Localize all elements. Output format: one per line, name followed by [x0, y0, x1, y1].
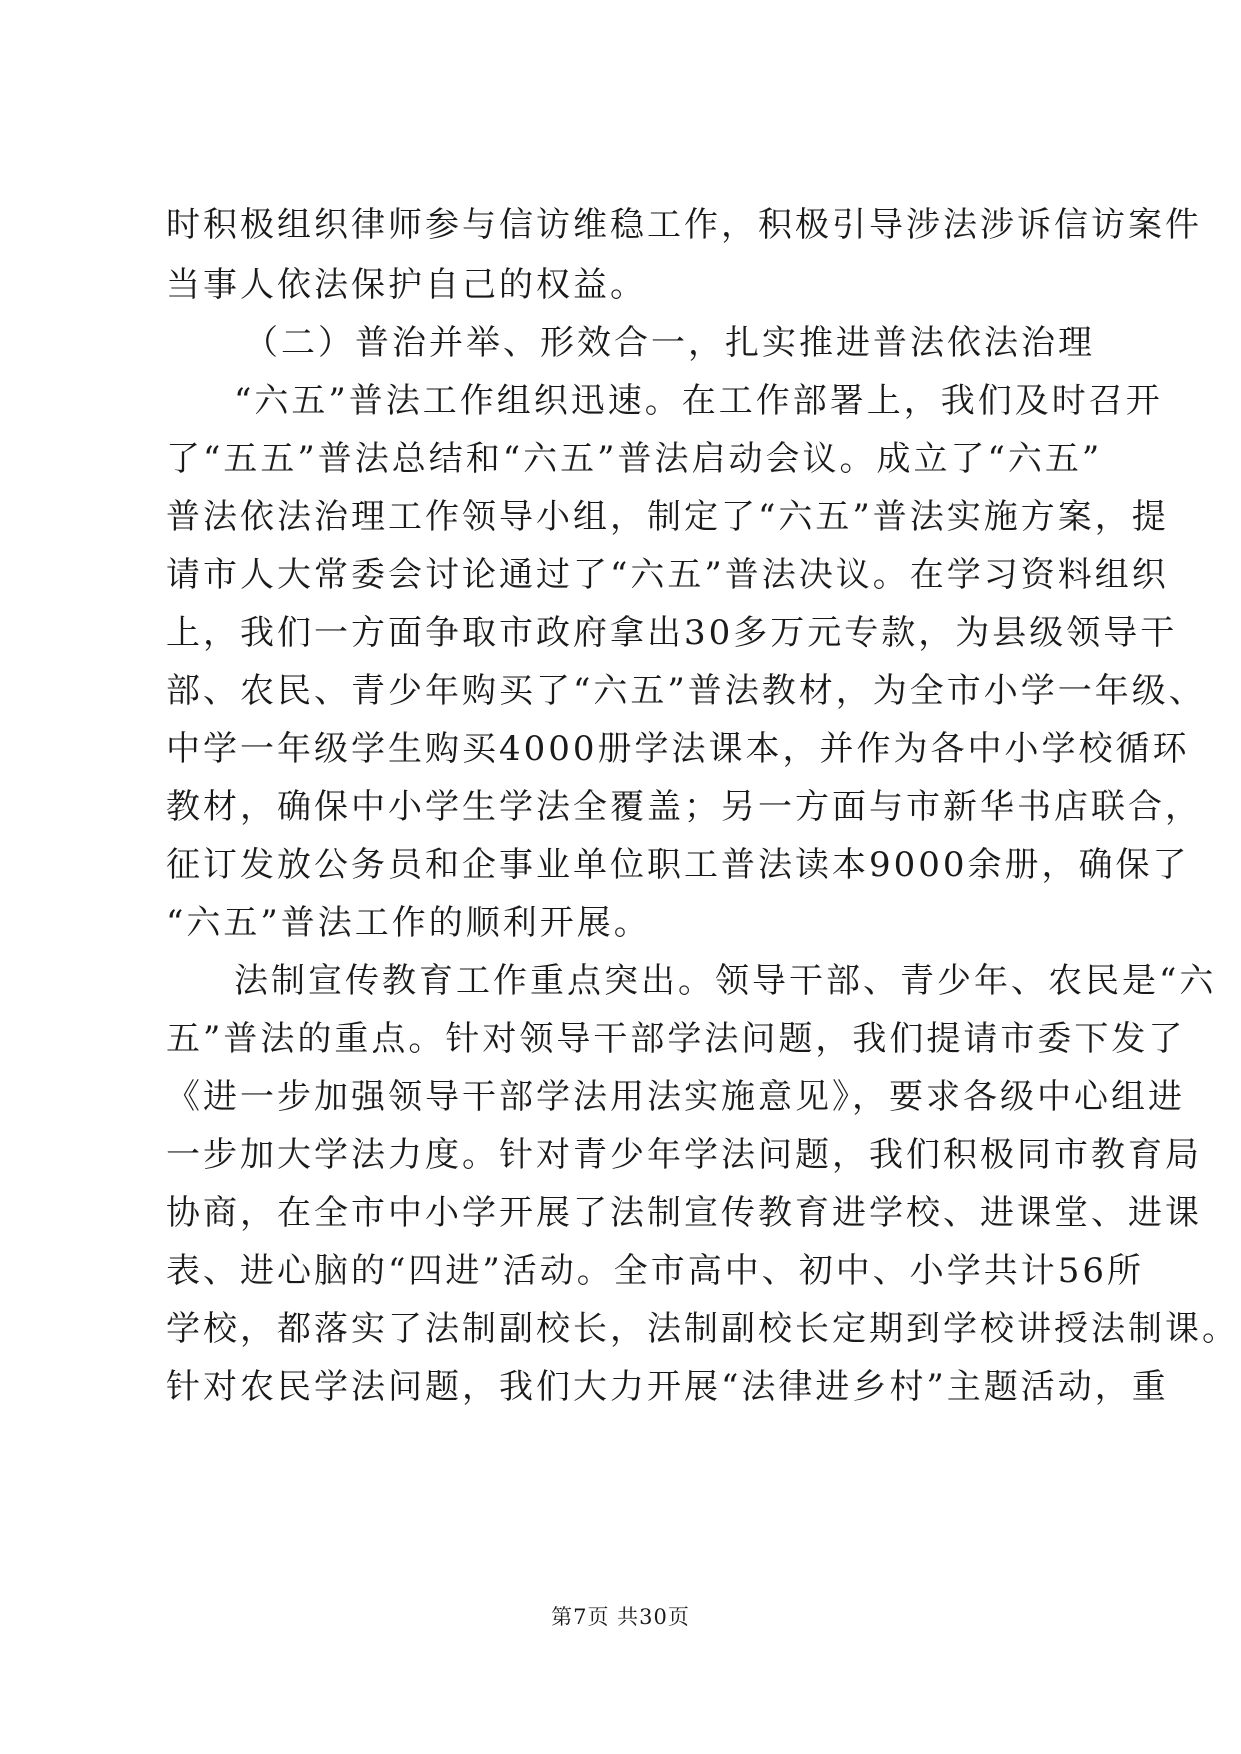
body-text-line: 学校，都落实了法制副校长，法制副校长定期到学校讲授法制课。 [166, 1309, 1239, 1349]
body-text-line: 请市人大常委会讨论通过了“六五”普法决议。在学习资料组织 [166, 555, 1169, 595]
body-text-line: 时积极组织律师参与信访维稳工作，积极引导涉法涉诉信访案件 [166, 205, 1202, 245]
body-text-line: 部、农民、青少年购买了“六五”普法教材，为全市小学一年级、 [166, 671, 1206, 711]
body-text-line: 表、进心脑的“四进”活动。全市高中、初中、小学共计56所 [166, 1251, 1145, 1291]
body-text-line: 当事人依法保护自己的权益。 [166, 265, 647, 305]
body-text-line: 中学一年级学生购买4000册学法课本，并作为各中小学校循环 [166, 729, 1190, 769]
body-text-line: 《进一步加强领导干部学法用法实施意见》，要求各级中心组进 [166, 1077, 1185, 1117]
body-text-line: 征订发放公务员和企事业单位职工普法读本9000余册，确保了 [166, 845, 1190, 885]
page-number-footer: 第7页 共30页 [551, 1605, 690, 1629]
body-text-line: “六五”普法工作的顺利开展。 [166, 903, 651, 943]
body-text-line: 一步加大学法力度。针对青少年学法问题，我们积极同市教育局 [166, 1135, 1202, 1175]
body-text-line: 了“五五”普法总结和“六五”普法启动会议。成立了“六五” [166, 439, 1103, 479]
body-text-line: 教材，确保中小学生学法全覆盖；另一方面与市新华书店联合， [166, 787, 1202, 827]
section-heading: （二）普治并举、形效合一，扎实推进普法依法治理 [244, 323, 1095, 363]
body-text-line: 五”普法的重点。针对领导干部学法问题，我们提请市委下发了 [166, 1019, 1186, 1059]
body-text-line: “六五”普法工作组织迅速。在工作部署上，我们及时召开 [234, 381, 1163, 421]
body-text-line: 上，我们一方面争取市政府拿出30多万元专款，为县级领导干 [166, 613, 1178, 653]
body-text-line: 法制宣传教育工作重点突出。领导干部、青少年、农民是“六 [234, 961, 1217, 1001]
body-text-line: 普法依法治理工作领导小组，制定了“六五”普法实施方案，提 [166, 497, 1169, 537]
body-text-line: 协商，在全市中小学开展了法制宣传教育进学校、进课堂、进课 [166, 1193, 1202, 1233]
body-text-line: 针对农民学法问题，我们大力开展“法律进乡村”主题活动，重 [166, 1367, 1169, 1407]
